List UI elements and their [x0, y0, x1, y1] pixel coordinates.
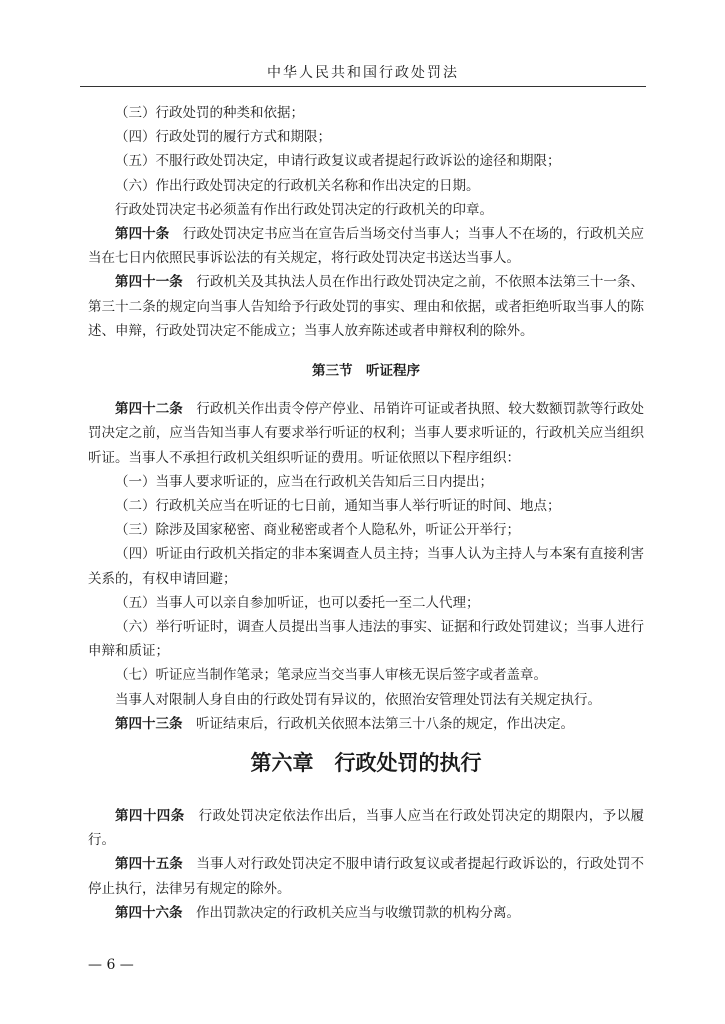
- article-label: 第四十六条: [115, 904, 183, 921]
- article-text: 行政处罚决定书应当在宣告后当场交付当事人；当事人不在场的，行政机关应当在七日内依照民事诉讼法的有关规定，将行政处罚决定书送达当事人。: [88, 226, 645, 267]
- article-label: 第四十一条: [115, 274, 183, 291]
- article-label: 第四十五条: [115, 856, 183, 873]
- article-44: [88, 804, 644, 852]
- article-text: 行政处罚决定依法作出后，当事人应当在行政处罚决定的期限内，予以履行。: [88, 808, 645, 849]
- list-item: （三）除涉及国家秘密、商业秘密或者个人隐私外，听证公开举行；: [115, 522, 520, 539]
- article-label: 第四十四条: [115, 808, 185, 825]
- header-rule: [80, 86, 646, 87]
- article-45: [88, 852, 644, 900]
- list-item: （三）行政处罚的种类和依据；: [115, 105, 304, 121]
- article-40: [88, 222, 644, 270]
- list-item: （四）行政处罚的履行方式和期限；: [115, 129, 331, 146]
- article-41: [88, 270, 644, 343]
- article-42: [88, 397, 644, 470]
- article-text: 当事人对行政处罚决定不服申请行政复议或者提起行政诉讼的，行政处罚不停止执行，法律另有规定的除外。: [88, 856, 645, 897]
- chapter-title: 第六章 行政处罚的执行: [250, 751, 482, 776]
- article-text: 作出罚款决定的行政机关应当与收缴罚款的机构分离。: [196, 904, 520, 921]
- article-text: 行政机关作出责令停产停业、吊销许可证或者执照、较大数额罚款等行政处罚决定之前，应当告知当事人有要求举行听证的权利；当事人要求听证的，行政机关应当组织听证。当事人不承担行政机关组织听证的费用。听证依照以下程序组织：: [88, 401, 645, 466]
- seal-paragraph: 行政处罚决定书必须盖有作出行政处罚决定的行政机关的印章。: [115, 201, 493, 218]
- list-item: （七）听证应当制作笔录；笔录应当交当事人审核无误后签字或者盖章。: [115, 667, 547, 684]
- list-item: （五）当事人可以亲自参加听证，也可以委托一至二人代理；: [115, 594, 480, 611]
- article-text: 行政机关及其执法人员在作出行政处罚决定之前，不依照本法第三十一条、第三十二条的规定向当事人告知给予行政处罚的事实、理由和依据，或者拒绝听取当事人的陈述、申辩，行政处罚决定不能成立；当事人放弃陈述或者申辩权利的除外。: [88, 274, 645, 339]
- restriction-paragraph: 当事人对限制人身自由的行政处罚有异议的，依照治安管理处罚法有关规定执行。: [115, 691, 601, 708]
- page-number: — 6 —: [88, 957, 134, 973]
- article-text: 听证结束后，行政机关依照本法第三十八条的规定，作出决定。: [196, 715, 574, 732]
- section-title: 第三节 听证程序: [312, 363, 420, 380]
- list-item: （一）当事人要求听证的，应当在行政机关告知后三日内提出；: [115, 473, 493, 490]
- page-header-title: 中华人民共和国行政处罚法: [267, 65, 459, 81]
- list-item: （二）行政机关应当在听证的七日前，通知当事人举行听证的时间、地点；: [115, 498, 561, 515]
- article-label: 第四十三条: [115, 715, 183, 732]
- list-item: （四）听证由行政机关指定的非本案调查人员主持；当事人认为主持人与本案有直接利害关系的，有权申请回避；: [88, 546, 644, 587]
- document-body: [88, 101, 644, 925]
- article-43: [88, 712, 644, 736]
- list-item: （六）作出行政处罚决定的行政机关名称和作出决定的日期。: [115, 177, 480, 194]
- article-label: 第四十二条: [115, 401, 183, 418]
- list-item: （五）不服行政处罚决定，申请行政复议或者提起行政诉讼的途径和期限；: [115, 153, 561, 170]
- article-46: [88, 901, 644, 925]
- article-label: 第四十条: [115, 226, 170, 243]
- list-item: （六）举行听证时，调查人员提出当事人违法的事实、证据和行政处罚建议；当事人进行申辩和质证；: [88, 619, 644, 660]
